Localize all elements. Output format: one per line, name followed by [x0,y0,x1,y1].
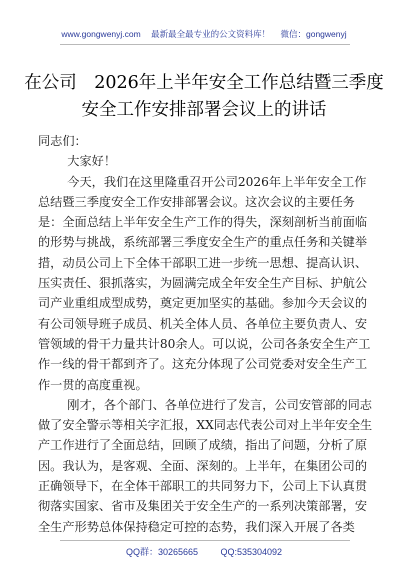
header-wechat: 微信：gongwenyj [280,29,347,39]
paragraph-2: 刚才，各个部门、各单位进行了发言，公司安管部的同志做了安全警示等相关字汇报，XX同志代表公司对上半年安全生产工作进行了全面总结，回顾了成绩，指出了问题，分析了原因。我认为，是客观、全面、深刻的。上半年，在集团公司的正确领导下，在全体干部职工的共同努力下，公司上下认真贯彻落实国家、省市及集团关于安全生产的一系列决策部署，安全生产形势总体保持稳定可控的态势，我们深入开展了各类 [38,397,373,534]
footer-divider [60,540,350,541]
footer-qq-group: QQ群：30265665 [125,547,198,557]
header-slogan: 最新最全最专业的公文资料库！ [151,29,271,39]
page-header [0,28,408,40]
document-body [38,131,374,537]
salutation: 同志们： [38,134,87,148]
header-divider [60,44,350,45]
footer-qq: QQ:535304092 [220,547,283,557]
paragraph-1: 今天，我们在这里隆重召开公司2026年上半年安全工作总结暨三季度安全工作安排部署会议。这次会议的主要任务是：全面总结上半年安全生产工作的得失，深刻剖析当前面临的形势与挑战，系统部署三季度安全生产的重点任务和关键举措，动员公司上下全体干部职工进一步统一思想、提高认识、压实责任、狠抓落实，为圆满完成全年安全生产目标、护航公司产业重组成型成势，奠定更加坚实的基础。参加今天会议的有公司领导班子成员、机关全体人员、各单位主要负责人、安管领域的骨干力量共计80余人。可以说，公司各条安全生产工作一线的骨干都到齐了。这充分体现了公司党委对安全生产工作一贯的高度重视。 [38,174,371,392]
page-footer [0,545,408,558]
greeting: 大家好！ [67,154,117,169]
document-title: 在公司 2026年上半年安全工作总结暨三季度安全工作安排部署会议上的讲话 [24,73,384,120]
header-website[interactable]: www.gongwenyj.com [61,29,141,39]
